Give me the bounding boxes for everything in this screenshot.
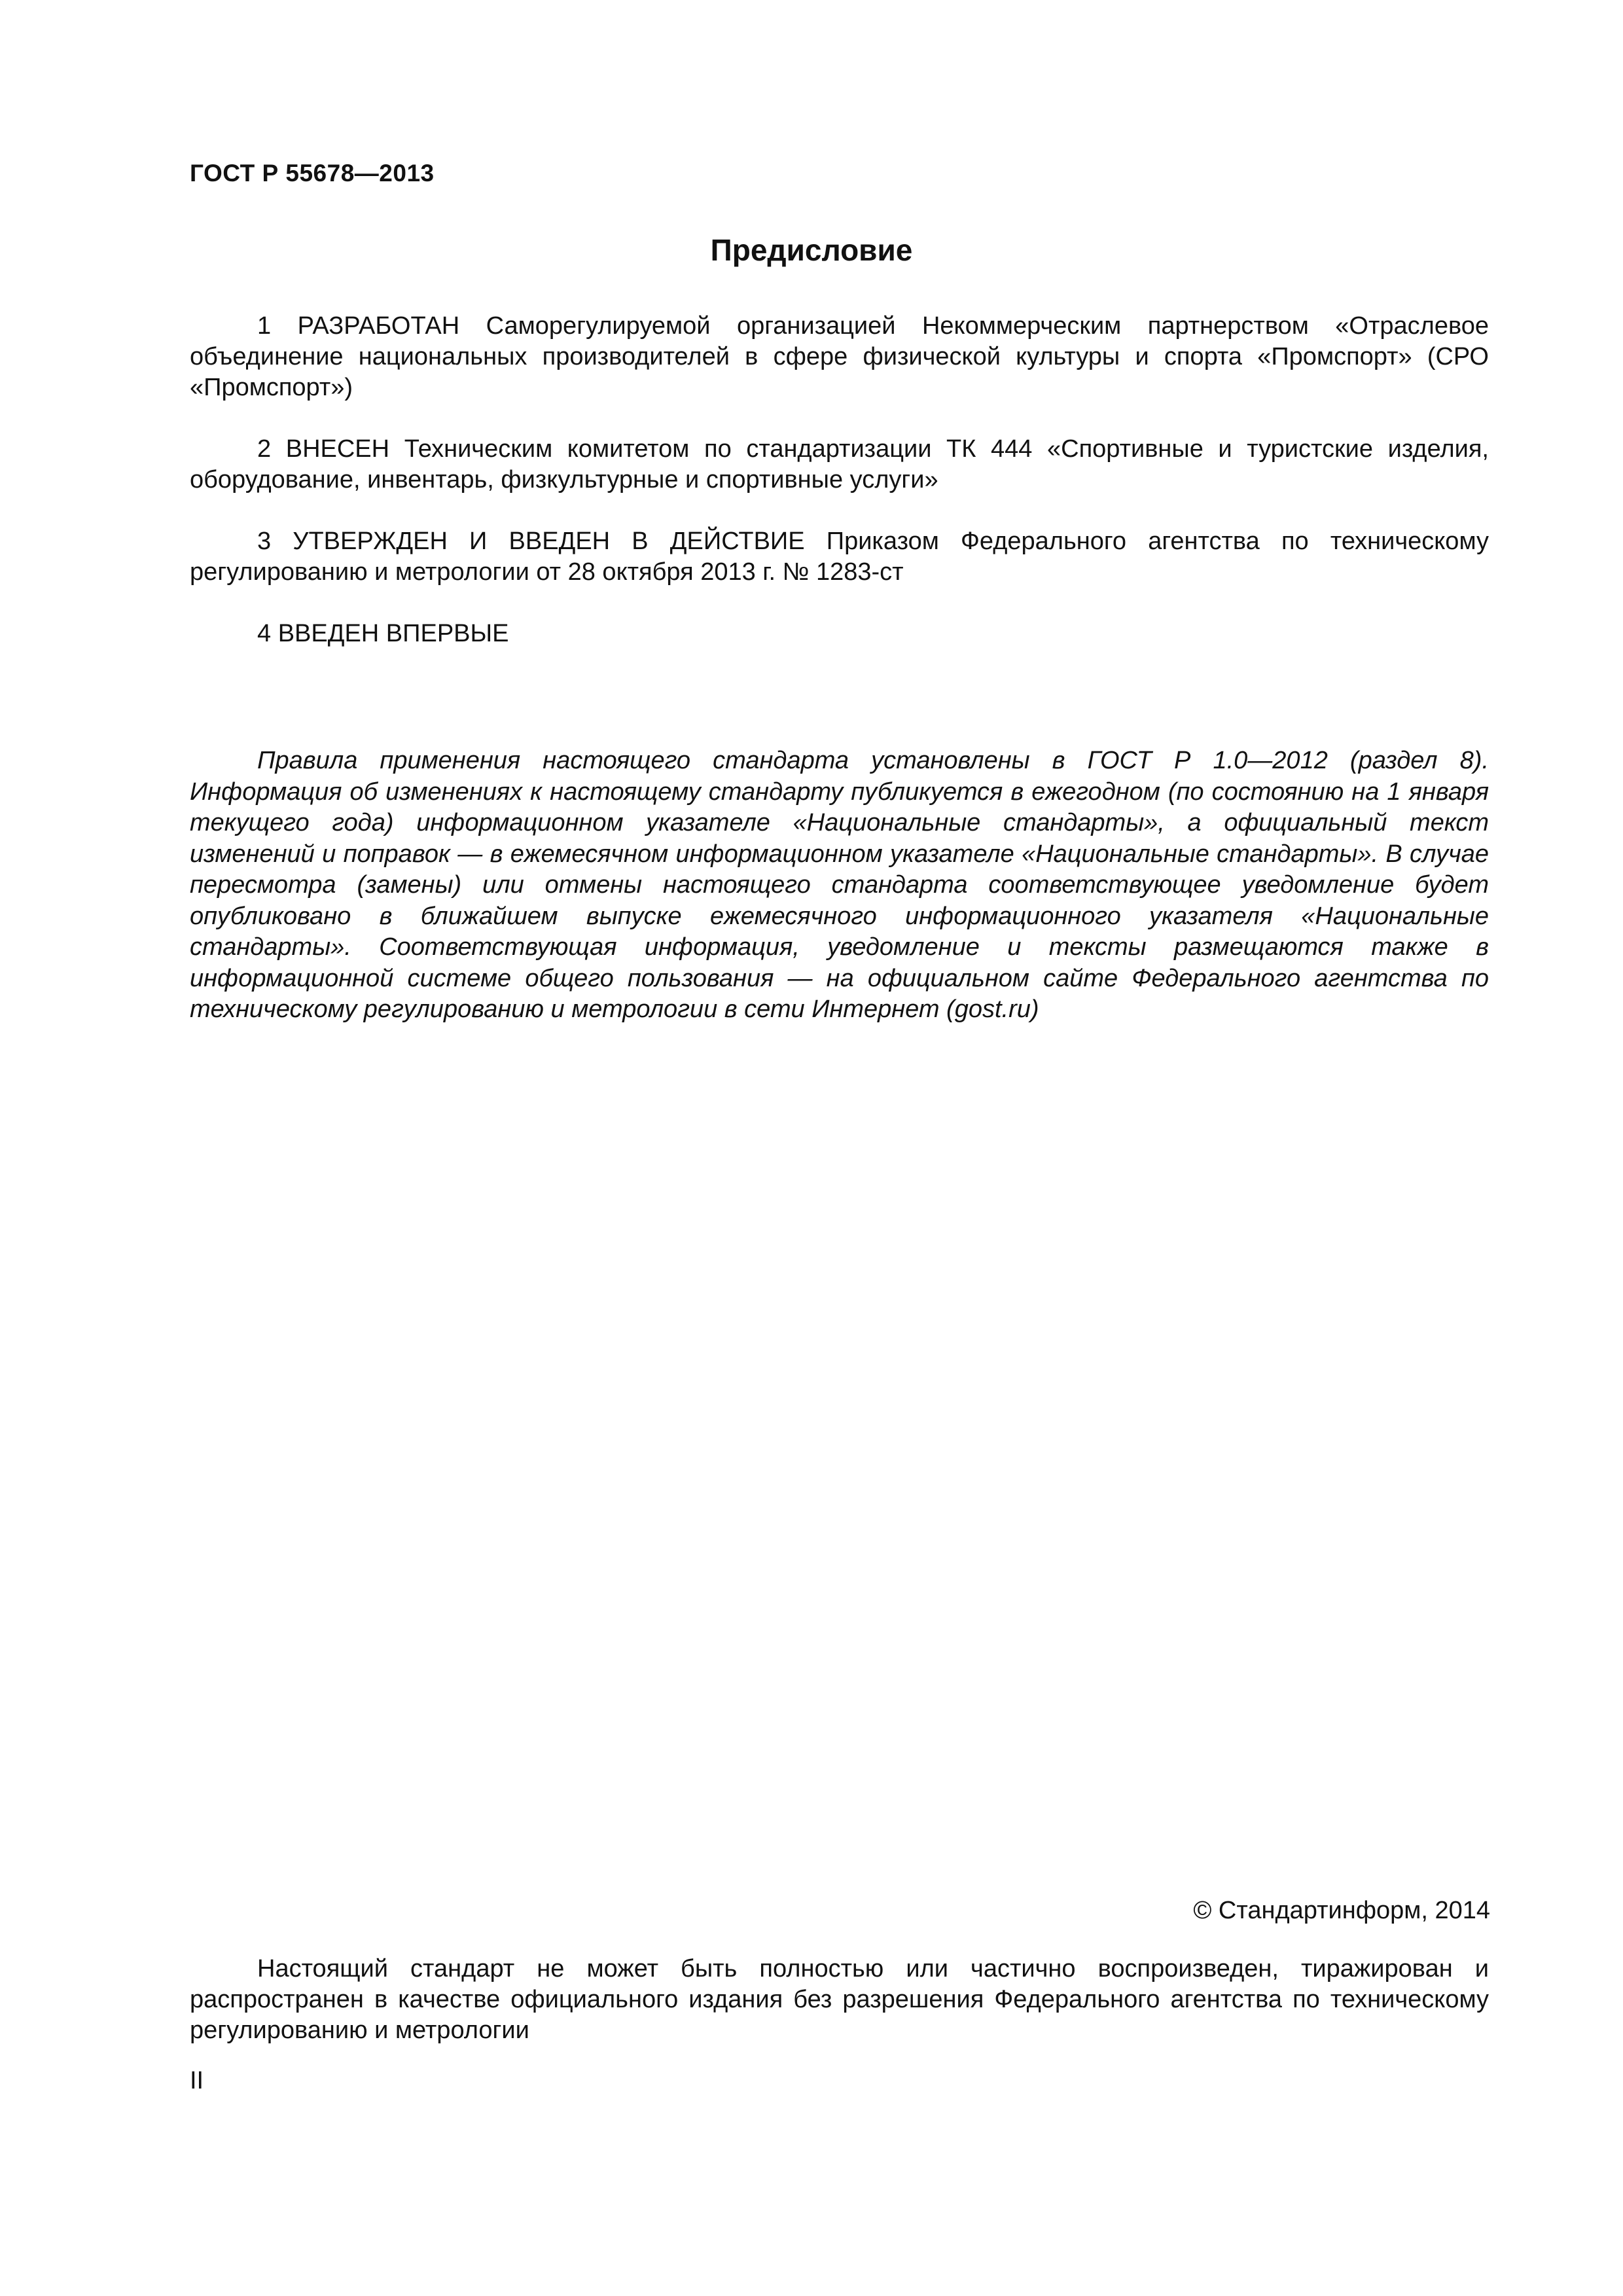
copyright-line: © Стандартинформ, 2014 xyxy=(1193,1897,1490,1924)
page-title: Предисловие xyxy=(710,233,913,267)
preface-item-2: 2 ВНЕСЕН Техническим комитетом по стандартизации ТК 444 «Спортивные и туристские изделия, оборудование, инвентарь, физкультурные и спортивные услуги» xyxy=(190,435,1489,493)
preface-item-3: 3 УТВЕРЖДЕН И ВВЕДЕН В ДЕЙСТВИЕ Приказом Федерального агентства по техническому регулированию и метрологии от 28 октября 2013 г. № 1283-ст xyxy=(190,528,1489,586)
document-code: ГОСТ Р 55678—2013 xyxy=(190,160,435,187)
preface-item-1: 1 РАЗРАБОТАН Саморегулируемой организацией Некоммерческим партнерством «Отраслевое объединение национальных производителей в сфере физической культуры и спорта «Промспорт» (СРО «Промспорт») xyxy=(190,312,1489,401)
page-number: II xyxy=(190,2067,204,2094)
rules-note: Правила применения настоящего стандарта установлены в ГОСТ Р 1.0—2012 (раздел 8). Информация об изменениях к настоящему стандарту публикуется в ежегодном (по состоянию на 1 января текущего года) информационном указателе «Национальные стандарты», а официальный текст изменений и поправок — в ежемесячном информационном указателе «Национальные стандарты». В случае пересмотра (замены) или отмены настоящего стандарта соответствующее уведомление будет опубликовано в ближайшем выпуске ежемесячного информационного указателя «Национальные стандарты». Соответствующая информация, уведомление и тексты размещаются также в информационной системе общего пользования — на официальном сайте Федерального агентства по техническому регулированию и метрологии в сети Интернет (gost.ru) xyxy=(190,747,1489,1023)
restriction-note: Настоящий стандарт не может быть полностью или частично воспроизведен, тиражирован и распространен в качестве официального издания без разрешения Федерального агентства по техническому регулированию и метрологии xyxy=(190,1955,1489,2044)
preface-item-4: 4 ВВЕДЕН ВПЕРВЫЕ xyxy=(257,620,509,647)
